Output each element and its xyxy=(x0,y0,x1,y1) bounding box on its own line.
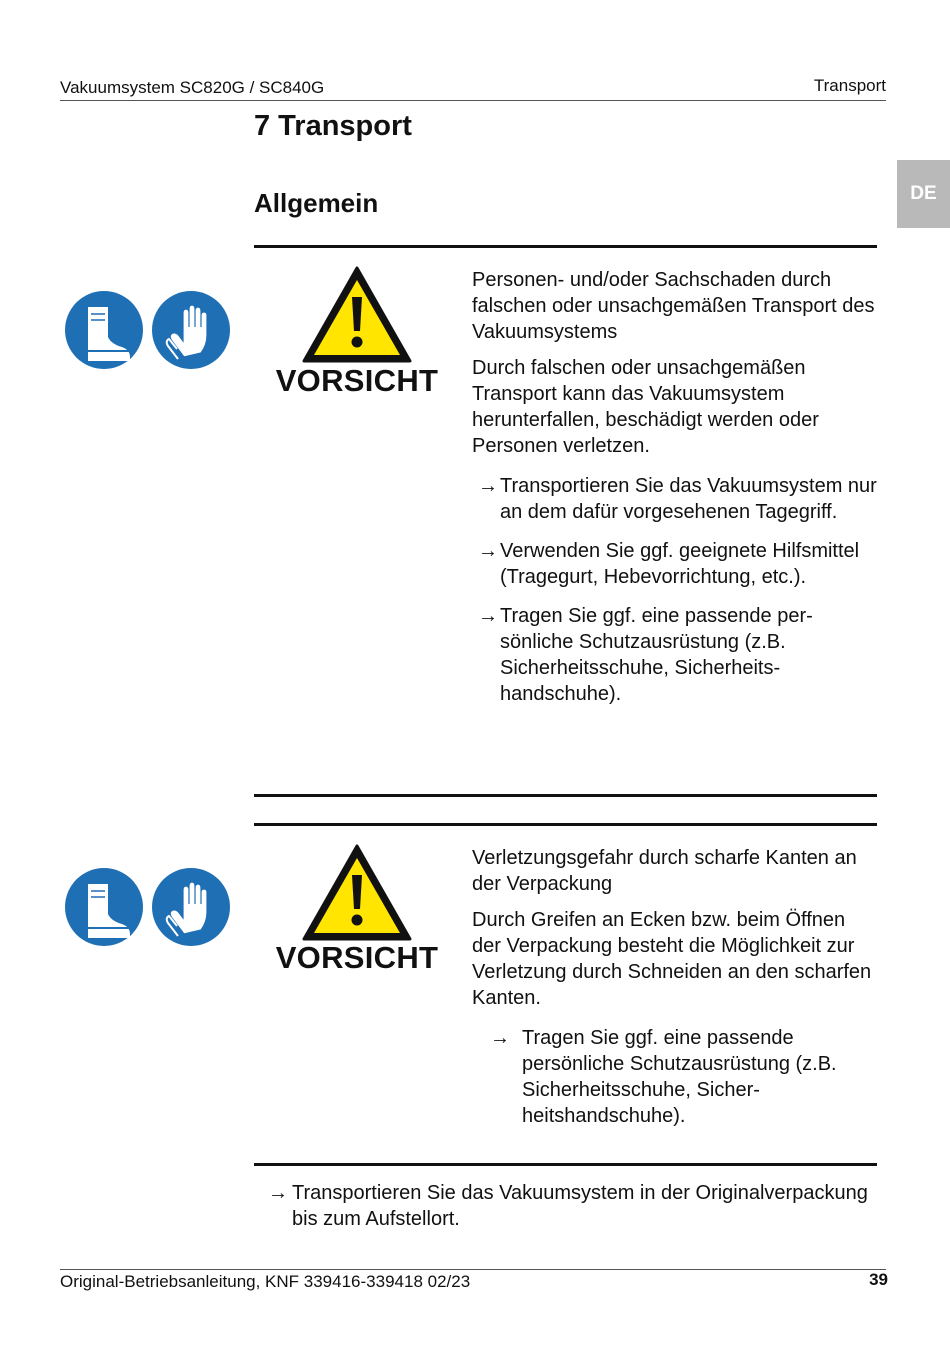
chapter-title: 7 Transport xyxy=(254,110,412,142)
warning-top-rule xyxy=(254,823,877,826)
footer-divider xyxy=(60,1269,886,1270)
warning-description: Durch Greifen an Ecken bzw. beim Öffnen der Verpackung besteht die Möglichkeit zur Verletzung durch Schneiden an den scharfen Kanten. xyxy=(472,909,872,1009)
action-item: → Tragen Sie ggf. eine passende persönliche Schutzausrüstung (z.B. Sicherheitsschuhe, Sicherheitshandschuhe). xyxy=(472,1025,877,1129)
page-number: 39 xyxy=(869,1270,888,1289)
arrow-icon: → xyxy=(478,540,498,562)
footer-document-reference: Original-Betriebsanleitung, KNF 339416-339418 02/23 xyxy=(60,1272,471,1291)
warning-triangle-icon xyxy=(301,843,413,943)
warning-text-1 xyxy=(472,267,877,720)
warning-bottom-rule xyxy=(254,1163,877,1166)
warning-text-2 xyxy=(472,845,877,1142)
action-item: → Tragen Sie ggf. eine passende persönliche Schutzausrüstung (z.B. Sicherheitsschuhe, Sicherheitshandschuhe). xyxy=(472,603,877,707)
warning-description: Durch falschen oder unsachgemäßen Transport kann das Vakuumsystem herunterfallen, beschädigt werden oder Personen verletzen. xyxy=(472,357,819,457)
language-tab: DE xyxy=(897,160,950,228)
warning-heading: Personen- und/oder Sachschaden durch falschen oder unsachgemäßen Transport des Vakuumsystems xyxy=(472,269,875,343)
signal-word: VORSICHT xyxy=(275,363,439,398)
header-divider xyxy=(60,100,886,101)
final-instruction: → Transportieren Sie das Vakuumsystem in der Originalverpackung bis zum Aufstellort. xyxy=(254,1180,877,1245)
warning-bottom-rule xyxy=(254,794,877,797)
arrow-icon: → xyxy=(478,475,498,497)
document-title: Vakuumsystem SC820G / SC840G xyxy=(60,78,325,97)
safety-gloves-icon xyxy=(148,287,234,373)
arrow-icon: → xyxy=(490,1027,510,1049)
arrow-icon: → xyxy=(478,605,498,627)
warning-heading: Verletzungsgefahr durch scharfe Kanten an der Verpackung xyxy=(472,847,857,895)
warning-triangle-icon xyxy=(301,265,413,365)
action-item: → Transportieren Sie das Vakuumsystem nur an dem dafür vorgesehenen Tagegriff. xyxy=(472,473,877,525)
action-item: → Verwenden Sie ggf. geeignete Hilfsmittel (Tragegurt, Hebevorrichtung, etc.). xyxy=(472,538,877,590)
arrow-icon: → xyxy=(268,1182,288,1204)
section-title: Allgemein xyxy=(254,188,379,218)
header-section-name: Transport xyxy=(813,76,886,95)
warning-top-rule xyxy=(254,245,877,248)
signal-word: VORSICHT xyxy=(275,940,439,975)
safety-boots-icon xyxy=(61,864,147,950)
safety-gloves-icon xyxy=(148,864,234,950)
safety-boots-icon xyxy=(61,287,147,373)
